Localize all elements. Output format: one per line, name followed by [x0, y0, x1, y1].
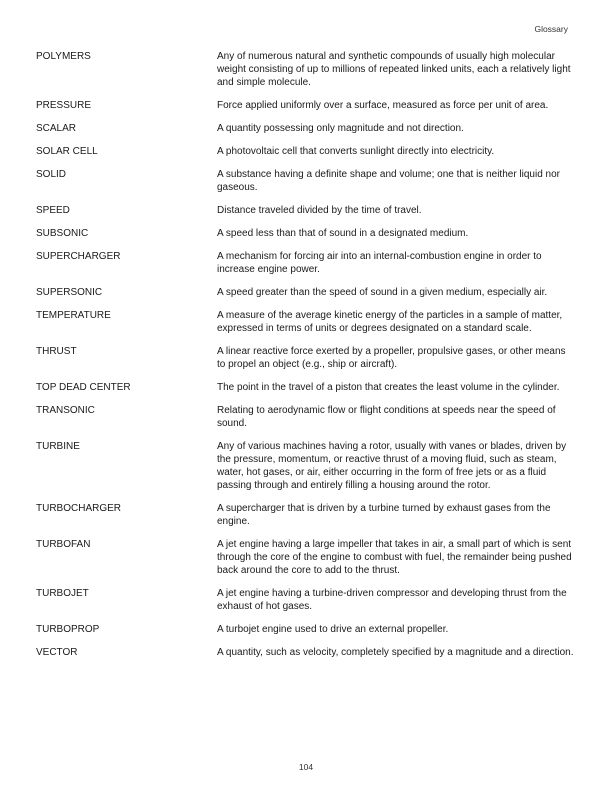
glossary-definition: A photovoltaic cell that converts sunlight directly into electricity. — [217, 146, 495, 157]
glossary-term: SUBSONIC — [36, 228, 89, 239]
glossary-definition: Relating to aerodynamic flow or flight conditions at speeds near the speed of sound. — [217, 405, 556, 429]
glossary-definition: Force applied uniformly over a surface, measured as force per unit of area. — [217, 100, 549, 111]
glossary-definition: A mechanism for forcing air into an internal-combustion engine in order to increase engine power. — [217, 251, 542, 275]
glossary-definition: A supercharger that is driven by a turbine turned by exhaust gases from the engine. — [217, 503, 551, 527]
glossary-entry — [36, 587, 576, 613]
glossary-entry — [36, 502, 576, 528]
glossary-term: TURBOPROP — [36, 624, 100, 635]
glossary-term: THRUST — [36, 346, 77, 357]
glossary-entry — [36, 250, 576, 276]
glossary-term: TRANSONIC — [36, 405, 95, 416]
glossary-term: SOLID — [36, 169, 67, 180]
page-number: 104 — [298, 762, 314, 772]
glossary-definition: A turbojet engine used to drive an external propeller. — [217, 624, 449, 635]
glossary-term: SUPERSONIC — [36, 287, 103, 298]
glossary-definition: A quantity possessing only magnitude and not direction. — [217, 123, 464, 134]
glossary-entry — [36, 538, 576, 577]
glossary-term: SCALAR — [36, 123, 77, 134]
glossary-definition: A measure of the average kinetic energy of the particles in a sample of matter, expressed in terms of units or degrees designated on a standard scale. — [217, 310, 563, 334]
glossary-definition: Distance traveled divided by the time of travel. — [217, 205, 422, 216]
glossary-entry — [36, 168, 576, 194]
glossary-entry — [36, 404, 576, 430]
glossary-entry — [36, 345, 576, 371]
glossary-term: PRESSURE — [36, 100, 92, 111]
glossary-list — [36, 50, 576, 669]
glossary-entry — [36, 99, 576, 112]
glossary-definition: A quantity, such as velocity, completely specified by a magnitude and a direction. — [217, 647, 574, 658]
glossary-term: TURBOFAN — [36, 539, 91, 550]
glossary-definition: A substance having a definite shape and volume; one that is neither liquid nor gaseous. — [217, 169, 561, 193]
glossary-entry — [36, 646, 576, 659]
glossary-definition: Any of various machines having a rotor, usually with vanes or blades, driven by the pressure, momentum, or reactive thrust of a moving fluid, such as steam, water, hot gases, or air, either occurring in the form of free jets or as a fluid passing through and entirely filling a housing around the rotor. — [217, 441, 567, 491]
glossary-entry — [36, 286, 576, 299]
glossary-definition: A linear reactive force exerted by a propeller, propulsive gases, or other means to propel an object (e.g., ship or aircraft). — [217, 346, 566, 370]
glossary-term: POLYMERS — [36, 51, 91, 62]
glossary-entry — [36, 50, 576, 89]
glossary-definition: Any of numerous natural and synthetic compounds of usually high molecular weight consisting of up to millions of repeated linked units, each a relatively light and simple molecule. — [217, 51, 571, 88]
glossary-term: TURBOCHARGER — [36, 503, 122, 514]
glossary-entry — [36, 381, 576, 394]
glossary-term: VECTOR — [36, 647, 78, 658]
glossary-entry — [36, 204, 576, 217]
glossary-term: TOP DEAD CENTER — [36, 382, 131, 393]
glossary-term: TURBOJET — [36, 588, 89, 599]
glossary-term: TEMPERATURE — [36, 310, 111, 321]
glossary-definition: A speed greater than the speed of sound in a given medium, especially air. — [217, 287, 548, 298]
glossary-entry — [36, 122, 576, 135]
glossary-definition: A jet engine having a turbine-driven compressor and developing thrust from the exhaust of hot gases. — [217, 588, 567, 612]
running-header: Glossary — [534, 24, 568, 34]
glossary-entry — [36, 623, 576, 636]
glossary-term: SOLAR CELL — [36, 146, 98, 157]
glossary-entry — [36, 145, 576, 158]
glossary-term: SUPERCHARGER — [36, 251, 121, 262]
glossary-entry — [36, 309, 576, 335]
glossary-entry — [36, 440, 576, 492]
glossary-entry — [36, 227, 576, 240]
glossary-term: SPEED — [36, 205, 70, 216]
glossary-definition: A speed less than that of sound in a designated medium. — [217, 228, 469, 239]
glossary-definition: The point in the travel of a piston that creates the least volume in the cylinder. — [217, 382, 560, 393]
glossary-term: TURBINE — [36, 441, 80, 452]
glossary-definition: A jet engine having a large impeller that takes in air, a small part of which is sent through the core of the engine to combust with fuel, the remainder being pushed back around the core to add to the thrust. — [217, 539, 572, 576]
